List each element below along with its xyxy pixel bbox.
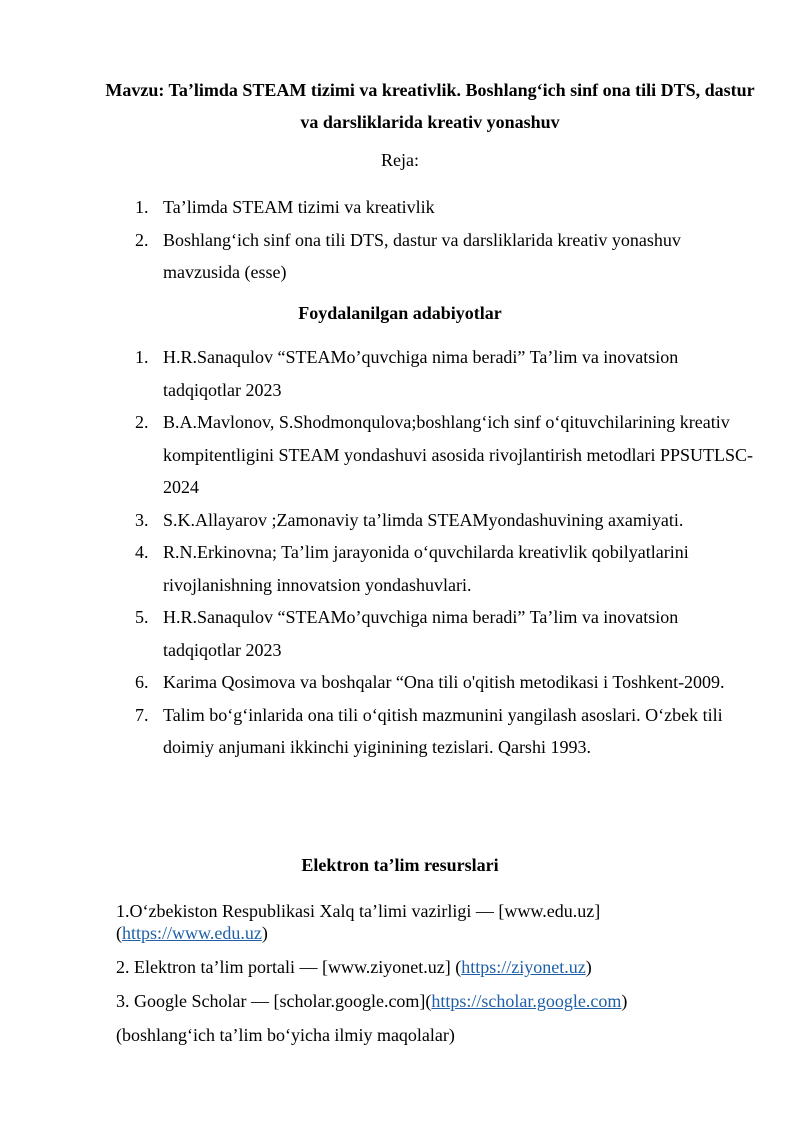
list-item bbox=[135, 224, 755, 289]
resource-item-1 bbox=[116, 900, 756, 944]
list-number: 1. bbox=[135, 347, 149, 367]
list-number: 2. bbox=[135, 229, 149, 250]
list-item bbox=[135, 699, 755, 764]
list-item-text: Karima Qosimova va boshqalar “Ona tili o'qitish metodikasi i Toshkent-2009. bbox=[163, 672, 725, 692]
list-item-text: H.R.Sanaqulov “STEAMo’quvchiga nima beradi” Ta’lim va inovatsion tadqiqotlar 2023 bbox=[163, 347, 679, 400]
resource-text: 2. Elektron ta’lim portali — [www.ziyonet.uz] ( bbox=[116, 957, 462, 977]
list-item-text: Boshlang‘ich sinf ona tili DTS, dastur va darsliklarida kreativ yonashuv mavzusida (esse) bbox=[163, 229, 681, 282]
references-heading: Foydalanilgan adabiyotlar bbox=[298, 303, 502, 323]
list-number: 2. bbox=[135, 412, 149, 432]
list-item-text: B.A.Mavlonov, S.Shodmonqulova;boshlang‘ich sinf o‘qituvchilarining kreativ kompitentligini STEAM yondashuvi asosida rivojlantirish metodlari PPSUTLSC-2024 bbox=[163, 412, 753, 497]
list-number: 5. bbox=[135, 607, 149, 627]
references-list bbox=[135, 341, 755, 764]
google-scholar-link[interactable]: https://scholar.google.com bbox=[431, 991, 622, 1011]
list-number: 3. bbox=[135, 509, 149, 530]
resource-text: 1.O‘zbekiston Respublikasi Xalq ta’limi vazirligi — [www.edu.uz] ( bbox=[116, 901, 601, 943]
list-number: 1. bbox=[135, 197, 149, 217]
list-item-text: H.R.Sanaqulov “STEAMo’quvchiga nima beradi” Ta’lim va inovatsion tadqiqotlar 2023 bbox=[163, 607, 679, 660]
resource-text: ) bbox=[621, 991, 628, 1011]
resource-note: (boshlang‘ich ta’lim bo‘yicha ilmiy maqolalar) bbox=[116, 1025, 455, 1045]
list-item bbox=[135, 666, 755, 699]
plan-heading: Reja: bbox=[381, 150, 419, 170]
resource-item-2 bbox=[116, 956, 756, 978]
resource-text: 3. Google Scholar — [scholar.google.com]( bbox=[116, 991, 432, 1011]
resource-text: ) bbox=[585, 957, 592, 977]
resource-item-3 bbox=[116, 990, 756, 1012]
list-item bbox=[135, 191, 755, 224]
list-item-text: R.N.Erkinovna; Ta’lim jarayonida o‘quvchilarda kreativlik qobilyatlarini rivojlanishning innovatsion yondashuvlari. bbox=[163, 542, 689, 595]
ziyonet-link[interactable]: https://ziyonet.uz bbox=[461, 957, 586, 977]
list-item bbox=[135, 536, 755, 601]
list-item bbox=[135, 601, 755, 666]
list-item bbox=[135, 341, 755, 406]
list-item-text: Talim bo‘g‘inlarida ona tili o‘qitish mazmunini yangilash asoslari. O‘zbek tili doimiy anjumani ikkinchi yiginining tezislari. Qarshi 1993. bbox=[163, 704, 723, 757]
resource-text: ) bbox=[261, 923, 268, 943]
resources-heading: Elektron ta’lim resurslari bbox=[301, 855, 499, 875]
list-item bbox=[135, 504, 755, 537]
document-title: Mavzu: Ta’limda STEAM tizimi va kreativlik. Boshlang‘ich sinf ona tili DTS, dastur va darsliklarida kreativ yonashuv bbox=[105, 80, 755, 132]
list-number: 7. bbox=[135, 704, 149, 725]
list-item-text: Ta’limda STEAM tizimi va kreativlik bbox=[163, 197, 435, 217]
list-number: 6. bbox=[135, 672, 149, 692]
list-item-text: S.K.Allayarov ;Zamonaviy ta’limda STEAMyondashuvining axamiyati. bbox=[163, 509, 684, 530]
plan-list bbox=[135, 191, 755, 289]
list-item bbox=[135, 406, 755, 504]
list-number: 4. bbox=[135, 542, 149, 562]
edu-uz-link[interactable]: https://www.edu.uz bbox=[122, 923, 262, 943]
